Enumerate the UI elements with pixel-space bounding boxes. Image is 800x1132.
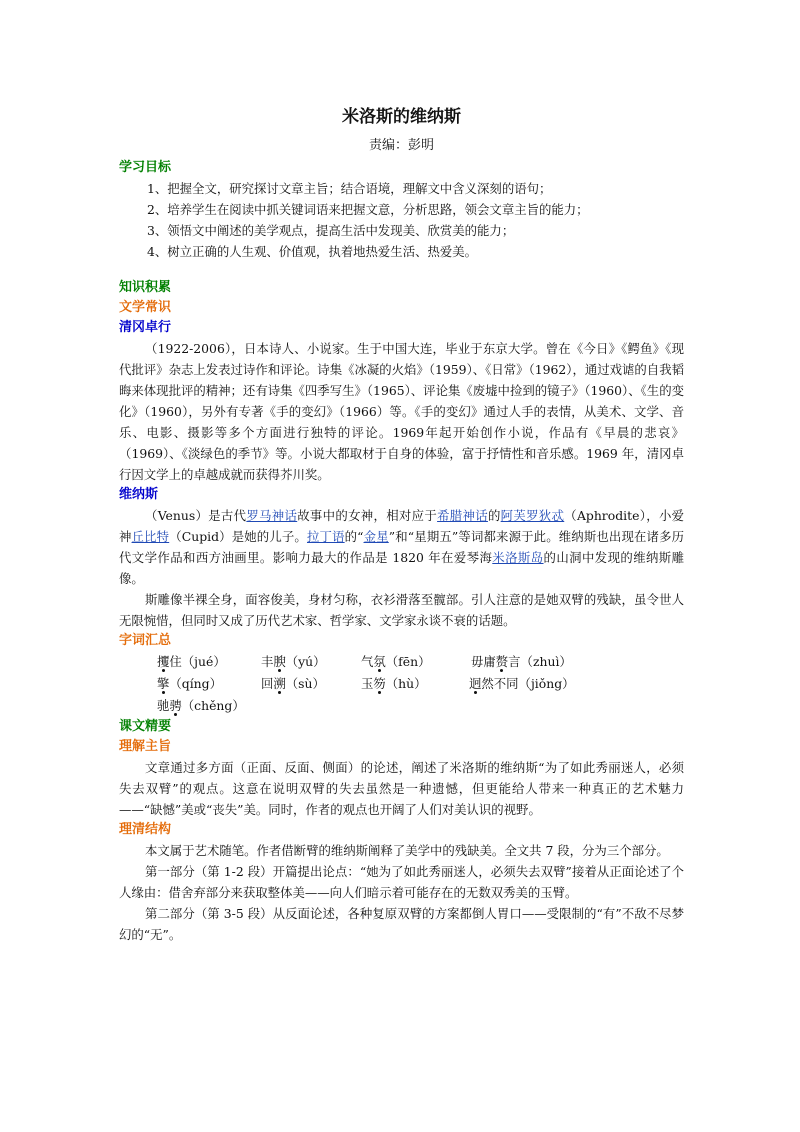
goal-item: 2、培养学生在阅读中抓关键词语来把握文意，分析思路，领会文章主旨的能力； — [147, 202, 589, 217]
vocab-post: （fēn） — [385, 654, 431, 669]
vocab-item — [361, 673, 427, 694]
vocab-pre: 毋庸 — [471, 654, 496, 669]
document-title: 米洛斯的维纳斯 — [342, 107, 461, 127]
link-cupid[interactable]: 丘比特 — [131, 529, 170, 544]
text-run: ”和“星期五”等词都来源于此。维纳斯也出现在诸多历代文学作品和西方油画里。影响力最大的作品是 1820 年在爱琴海 — [119, 529, 685, 565]
editor-line: 责编：彭明 — [368, 138, 434, 153]
vocab-key-char: 擎 — [157, 676, 170, 691]
spacer — [119, 262, 684, 278]
vocab-item — [469, 673, 575, 694]
link-milos-island[interactable]: 米洛斯岛 — [492, 550, 544, 565]
vocab-key-char: 攫 — [157, 654, 170, 669]
venus-paragraph — [119, 505, 684, 589]
vocab-key-char: 笏 — [373, 676, 386, 691]
link-roman-mythology[interactable]: 罗马神话 — [246, 508, 298, 523]
vocab-pre: 回 — [261, 676, 274, 691]
vocab-key-char: 骋 — [169, 698, 182, 713]
vocab-post: （yú） — [285, 654, 326, 669]
link-venus-planet[interactable]: 金星 — [363, 529, 389, 544]
link-greek-mythology[interactable]: 希腊神话 — [437, 508, 488, 523]
vocab-key-char: 腴 — [273, 654, 286, 669]
vocab-pre: 气 — [361, 654, 374, 669]
vocab-grid — [119, 651, 684, 717]
vocab-pre: 丰 — [261, 654, 274, 669]
venus-statue-paragraph: 斯雕像半裸全身，面容俊美，身材匀称，衣衫滑落至髋部。引人注意的是她双臂的残缺，虽令世人无限惋惜，但同时又成了历代艺术家、哲学家、文学家永谈不衰的话题。 — [119, 592, 684, 628]
vocab-post: 住（jué） — [169, 654, 226, 669]
text-run: （Cupid）是她的儿子。 — [169, 529, 307, 544]
link-latin[interactable]: 拉丁语 — [306, 529, 345, 544]
vocab-key-char: 迥 — [469, 676, 482, 691]
vocab-key-char: 氛 — [373, 654, 386, 669]
essence-heading: 课文精要 — [119, 719, 172, 734]
vocab-key-char: 赘 — [495, 654, 509, 669]
vocab-post: （sù） — [285, 676, 325, 691]
vocab-item — [361, 651, 430, 672]
vocab-item — [157, 673, 222, 694]
structure-paragraph: 第一部分（第 1-2 段）开篇提出论点：“她为了如此秀丽迷人，必须失去双臂”接着从正面论述了个人缘由：借舍弃部分来获取整体美——向人们暗示着可能存在的无数双秀美的玉臂。 — [119, 864, 684, 900]
goal-item: 3、领悟文中阐述的美学观点，提高生活中发现美、欣赏美的能力； — [147, 223, 515, 238]
goal-item: 1、把握全文，研究探讨文章主旨；结合语境，理解文中含义深刻的语句； — [147, 181, 552, 196]
vocab-heading: 字词汇总 — [119, 633, 172, 648]
vocab-key-char: 溯 — [273, 676, 286, 691]
vocab-pre: 玉 — [361, 676, 374, 691]
text-run: 故事中的女神，相对应于 — [297, 508, 438, 523]
knowledge-heading: 知识积累 — [119, 280, 172, 295]
author-bio: （1922-2006），日本诗人、小说家。生于中国大连，毕业于东京大学。曾在《今日》《鳄鱼》《现代批评》杂志上发表过诗作和评论。诗集《冰凝的火焰》（1959）、《日常》（1962），通过戏谑的自我韬晦来体现批评的精神；还有诗集《四季写生》（1965）、评论集《废墟中捡到的镜子》（1960）、《生的变化》（1960），另外有专著《手的变幻》（1966）等。《手的变幻》通过人手的表情，从美术、文学、音乐、电影、摄影等多个方面进行独特的评论。1969年起开始创作小说，作品有《早晨的悲哀》（1969）、《淡绿色的季节》等。小说大都取材于自身的体验，富于抒情性和音乐感。1969 年，清冈卓行因文学上的卓越成就而获得芥川奖。 — [119, 341, 684, 482]
text-run: 的“ — [344, 529, 364, 544]
text-run: 的山洞中发现的维纳斯雕像。 — [119, 550, 685, 586]
text-run: （Aphrodite），小爱神 — [119, 508, 685, 544]
text-run: 的 — [487, 508, 501, 523]
vocab-item — [261, 651, 326, 672]
vocab-post: 言（zhuì） — [508, 654, 572, 669]
vocab-post: （hù） — [385, 676, 427, 691]
text-run: （Venus）是古代 — [145, 508, 247, 523]
structure-paragraph: 本文属于艺术随笔。作者借断臂的维纳斯阐释了美学中的残缺美。全文共 7 段，分为三个部分。 — [145, 843, 669, 858]
structure-heading: 理清结构 — [119, 822, 172, 837]
vocab-post: （qíng） — [169, 676, 222, 691]
venus-heading: 维纳斯 — [119, 487, 159, 502]
literary-heading: 文学常识 — [119, 300, 172, 315]
author-heading: 清冈卓行 — [119, 320, 172, 335]
vocab-post: 然不同（jiǒng） — [481, 676, 575, 691]
goals-heading: 学习目标 — [119, 160, 172, 175]
document-page — [119, 104, 684, 945]
vocab-item — [157, 695, 245, 716]
vocab-item — [157, 651, 226, 672]
theme-heading: 理解主旨 — [119, 739, 172, 754]
vocab-item — [471, 651, 572, 672]
vocab-pre: 驰 — [157, 698, 170, 713]
vocab-post: （chěng） — [181, 698, 245, 713]
goal-item: 4、树立正确的人生观、价值观，执着地热爱生活、热爱美。 — [147, 244, 478, 259]
theme-paragraph: 文章通过多方面（正面、反面、侧面）的论述，阐述了米洛斯的维纳斯“为了如此秀丽迷人，必须失去双臂”的观点。这意在说明双臂的失去虽然是一种遗憾，但更能给人带来一种真正的艺术魅力——“缺憾”美或“丧失”美。同时，作者的观点也开阔了人们对美认识的视野。 — [119, 760, 684, 817]
link-aphrodite[interactable]: 阿芙罗狄忒 — [500, 508, 565, 523]
vocab-item — [261, 673, 325, 694]
structure-paragraph: 第二部分（第 3-5 段）从反面论述，各种复原双臂的方案都倒人胃口——受限制的“有”不敌不尽梦幻的“无”。 — [119, 906, 684, 942]
